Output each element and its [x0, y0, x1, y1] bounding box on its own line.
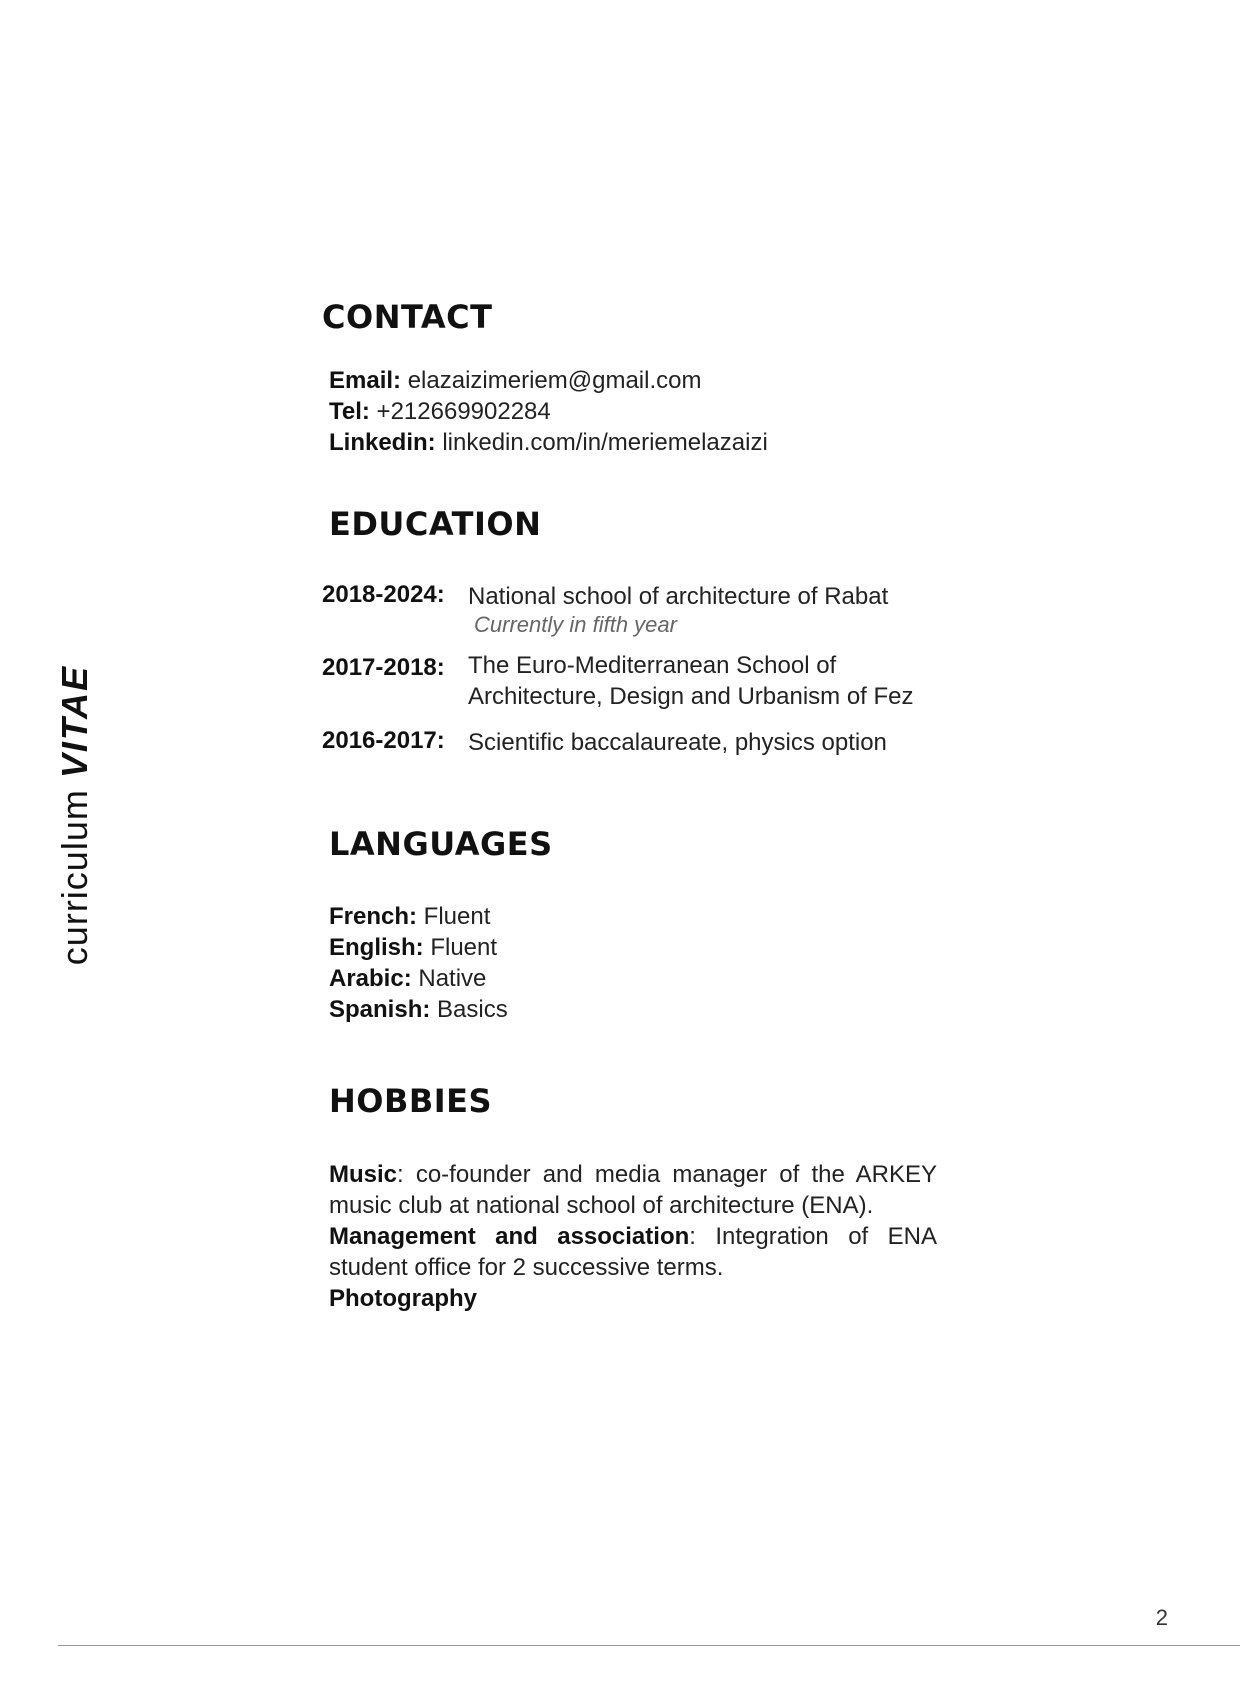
education-description [468, 581, 888, 638]
education-line: Architecture, Design and Urbanism of Fez [468, 683, 914, 710]
education-line: Scientific baccalaureate, physics option [468, 729, 887, 756]
linkedin-label: Linkedin: [329, 429, 436, 456]
language-level: Native [411, 965, 487, 992]
education-line: The Euro-Mediterranean School of [468, 652, 837, 679]
hobby-label: Management and association [329, 1223, 690, 1250]
contact-email [329, 365, 768, 396]
language-item [329, 994, 508, 1025]
side-title-bold: VITAE [54, 664, 95, 779]
education-description [468, 727, 887, 758]
hobby-music [329, 1159, 937, 1221]
language-label: English: [329, 934, 424, 961]
hobby-label: Photography [329, 1285, 477, 1312]
language-label: French: [329, 903, 418, 930]
education-description [468, 650, 914, 712]
side-title-light: curriculum [54, 778, 95, 966]
hobby-label: Music [329, 1161, 398, 1188]
page-number: 2 [1155, 1605, 1168, 1630]
hobby-text: : Integration of ENA student office for 2 successive terms. [329, 1223, 937, 1281]
hobby-management [329, 1221, 937, 1283]
language-item [329, 901, 508, 932]
education-year: 2016-2017: [322, 727, 445, 754]
hobby-photography [329, 1283, 937, 1314]
languages-list [329, 901, 508, 1025]
hobbies-heading: HOBBIES [329, 1082, 493, 1120]
email-value: elazaizimeriem@gmail.com [401, 367, 702, 394]
hobbies-block [329, 1159, 937, 1314]
language-label: Spanish: [329, 996, 431, 1023]
language-level: Fluent [417, 903, 491, 930]
contact-heading: CONTACT [322, 298, 493, 336]
tel-label: Tel: [329, 398, 370, 425]
contact-block [329, 365, 768, 458]
language-level: Basics [430, 996, 508, 1023]
linkedin-value: linkedin.com/in/meriemelazaizi [435, 429, 768, 456]
footer-divider [58, 1645, 1240, 1646]
education-heading: EDUCATION [329, 505, 542, 543]
language-item [329, 932, 508, 963]
hobby-text: : co-founder and media manager of the ARKEY music club at national school of architecture (ENA). [329, 1161, 937, 1219]
tel-value: +212669902284 [369, 398, 551, 425]
language-label: Arabic: [329, 965, 412, 992]
contact-linkedin [329, 427, 768, 458]
language-level: Fluent [423, 934, 498, 961]
contact-tel [329, 396, 768, 427]
education-year: 2018-2024: [322, 581, 445, 608]
language-item [329, 963, 508, 994]
education-year: 2017-2018: [322, 654, 445, 681]
languages-heading: LANGUAGES [329, 825, 553, 863]
education-note: Currently in fifth year [474, 612, 677, 637]
education-line: National school of architecture of Rabat [468, 583, 889, 610]
email-label: Email: [329, 367, 402, 394]
